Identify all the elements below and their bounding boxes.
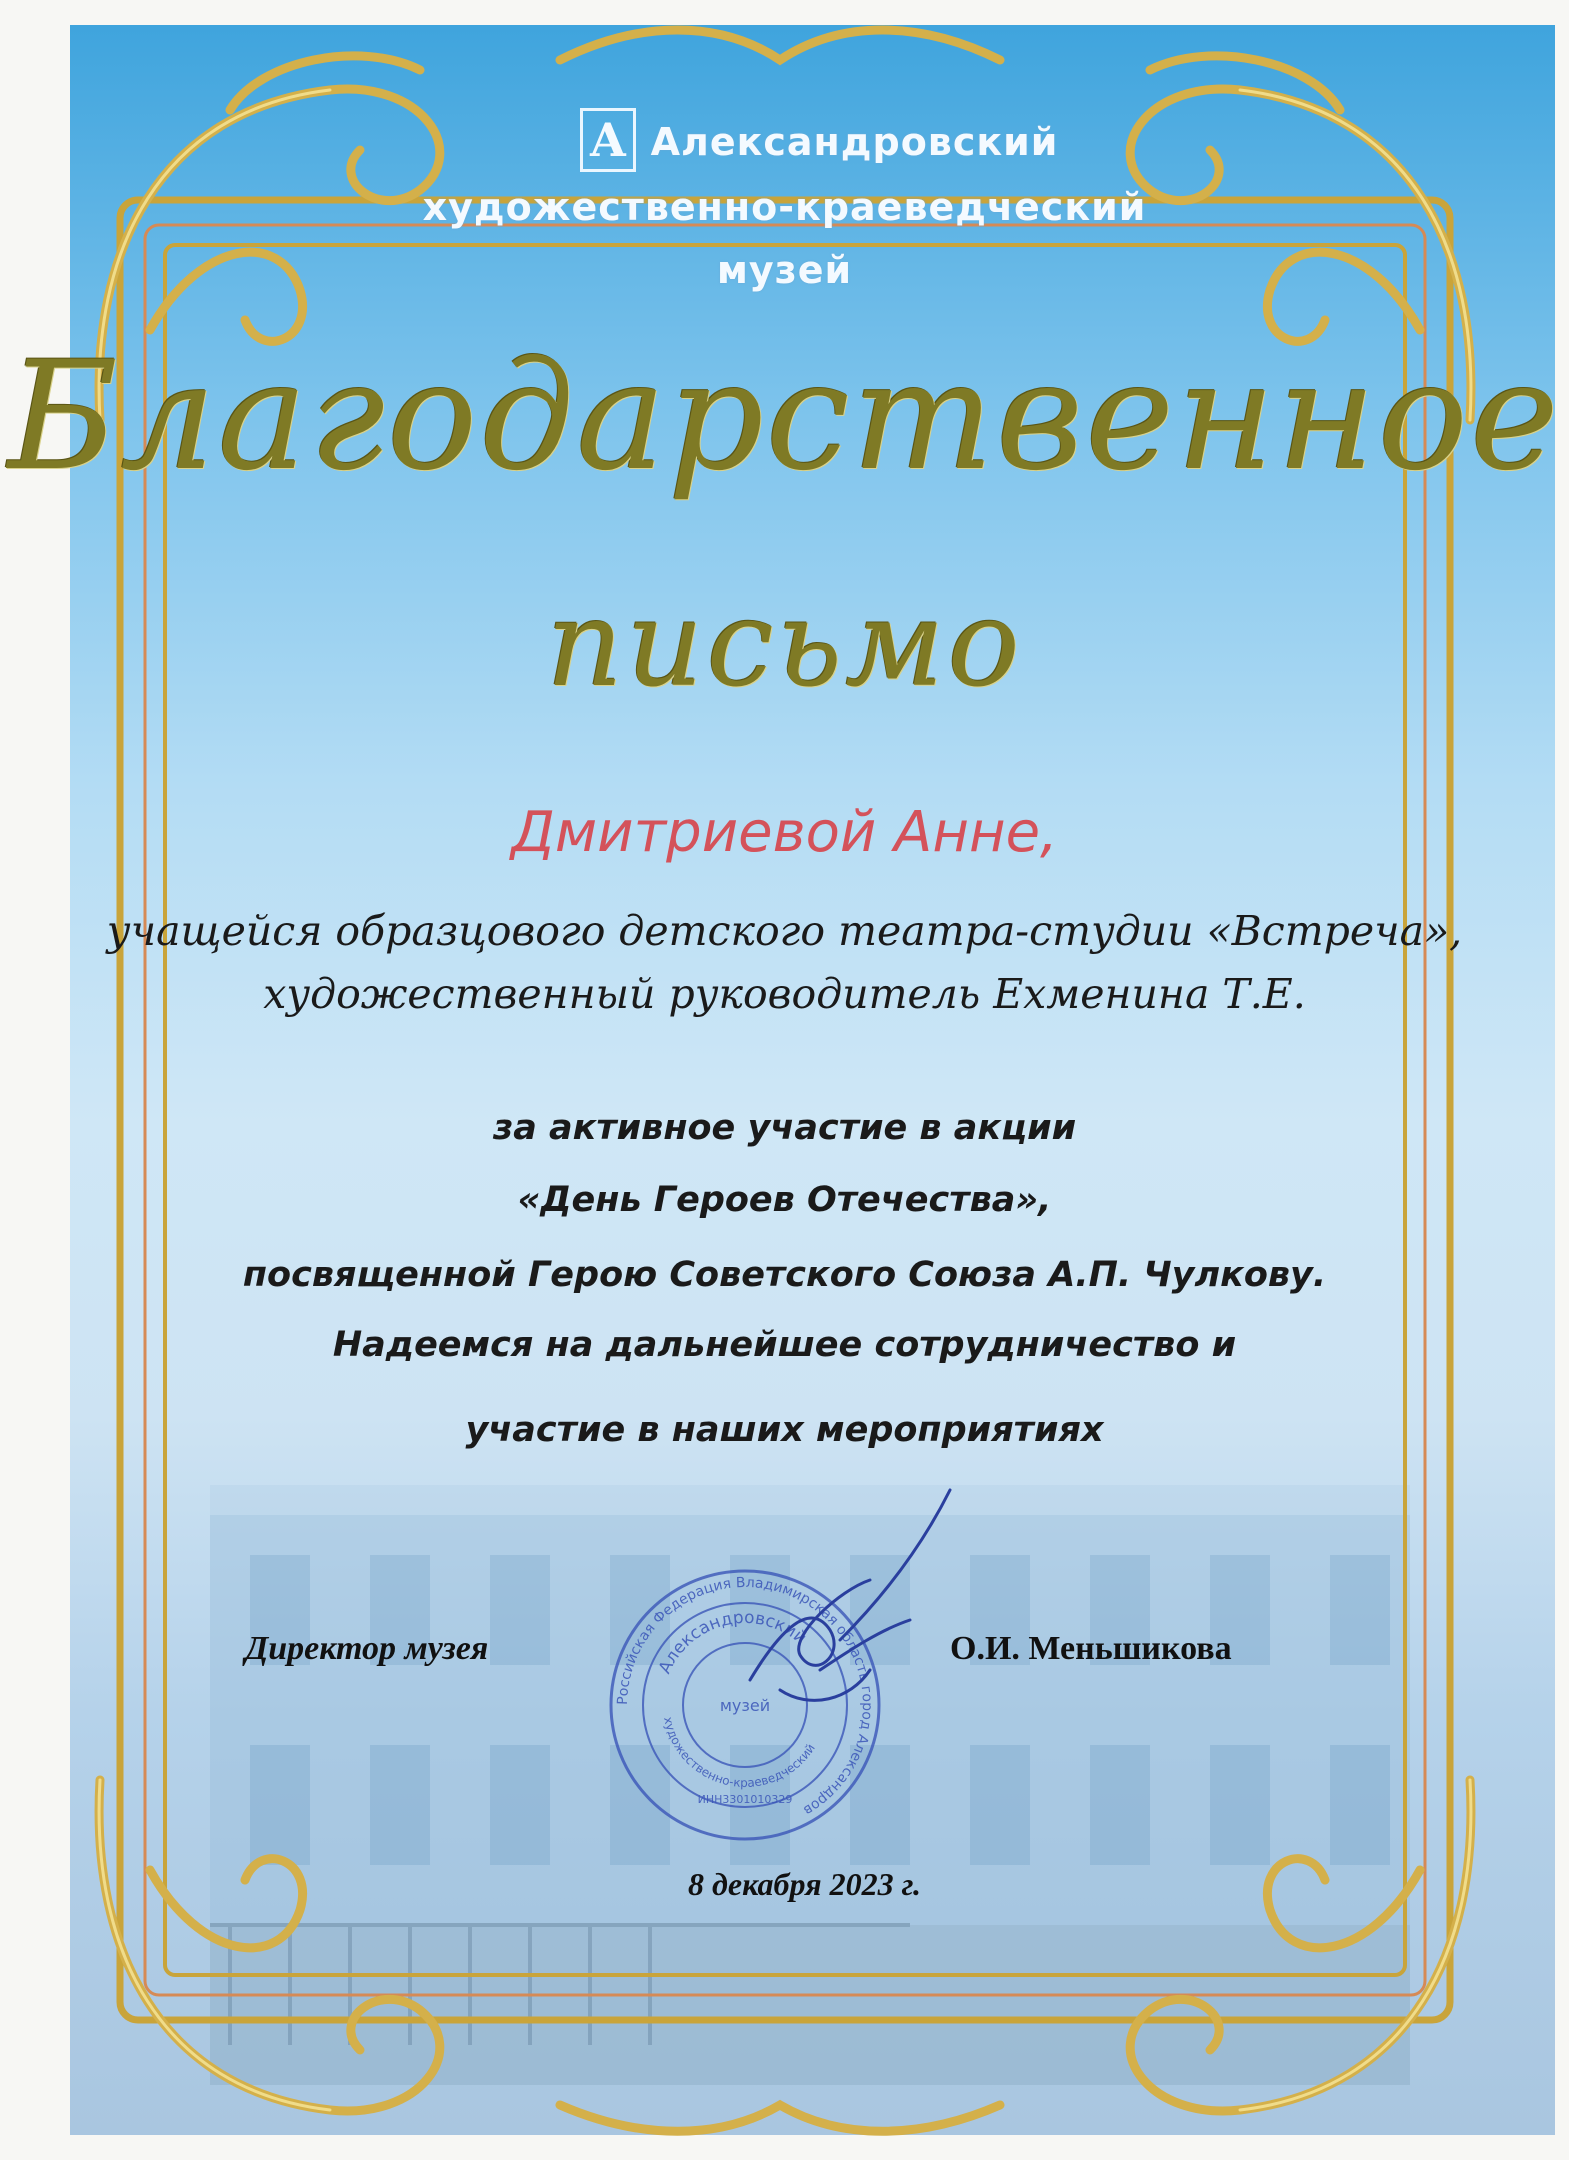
certificate-title-line2: письмо [546,575,1023,714]
reason-line3: посвященной Герою Советского Союза А.П. Чулкову. [242,1255,1327,1295]
museum-logo-letter: А [589,113,627,167]
museum-name-line2: художественно-краеведческий [422,185,1147,229]
svg-text:Александровский: Александровский [655,1607,811,1677]
museum-name-line3: музей [716,248,853,292]
reason-line1: за активное участие в акции [492,1108,1077,1148]
signatory-role: Директор музея [245,1630,489,1667]
reason-line5: участие в наших мероприятиях [465,1410,1104,1450]
svg-text:ИНН3301010329: ИНН3301010329 [697,1793,793,1806]
svg-text:художественно-краеведческий: художественно-краеведческий [660,1715,818,1791]
signatory-name: О.И. Меньшикова [950,1630,1232,1667]
certificate-date: 8 декабря 2023 г. [688,1866,921,1902]
reason-line4: Надеемся на дальнейшее сотрудничество и [332,1325,1237,1365]
museum-name-line1: Александровский [650,120,1059,164]
recipient-name: Дмитриевой Анне, [511,800,1058,865]
recipient-description-line1: учащейся образцового детского театра-студии «Встреча», [106,907,1463,955]
recipient-description-line2: художественный руководитель Ехменина Т.Е. [263,970,1306,1018]
svg-text:Российская Федерация Владимирс: Российская Федерация Владимирская область город Александров [614,1574,876,1819]
reason-line2: «День Героев Отечества», [517,1180,1052,1220]
svg-text:музей: музей [719,1696,771,1715]
handwritten-signature [720,1480,980,1740]
certificate-title-line1: Благодарственное [8,330,1561,504]
